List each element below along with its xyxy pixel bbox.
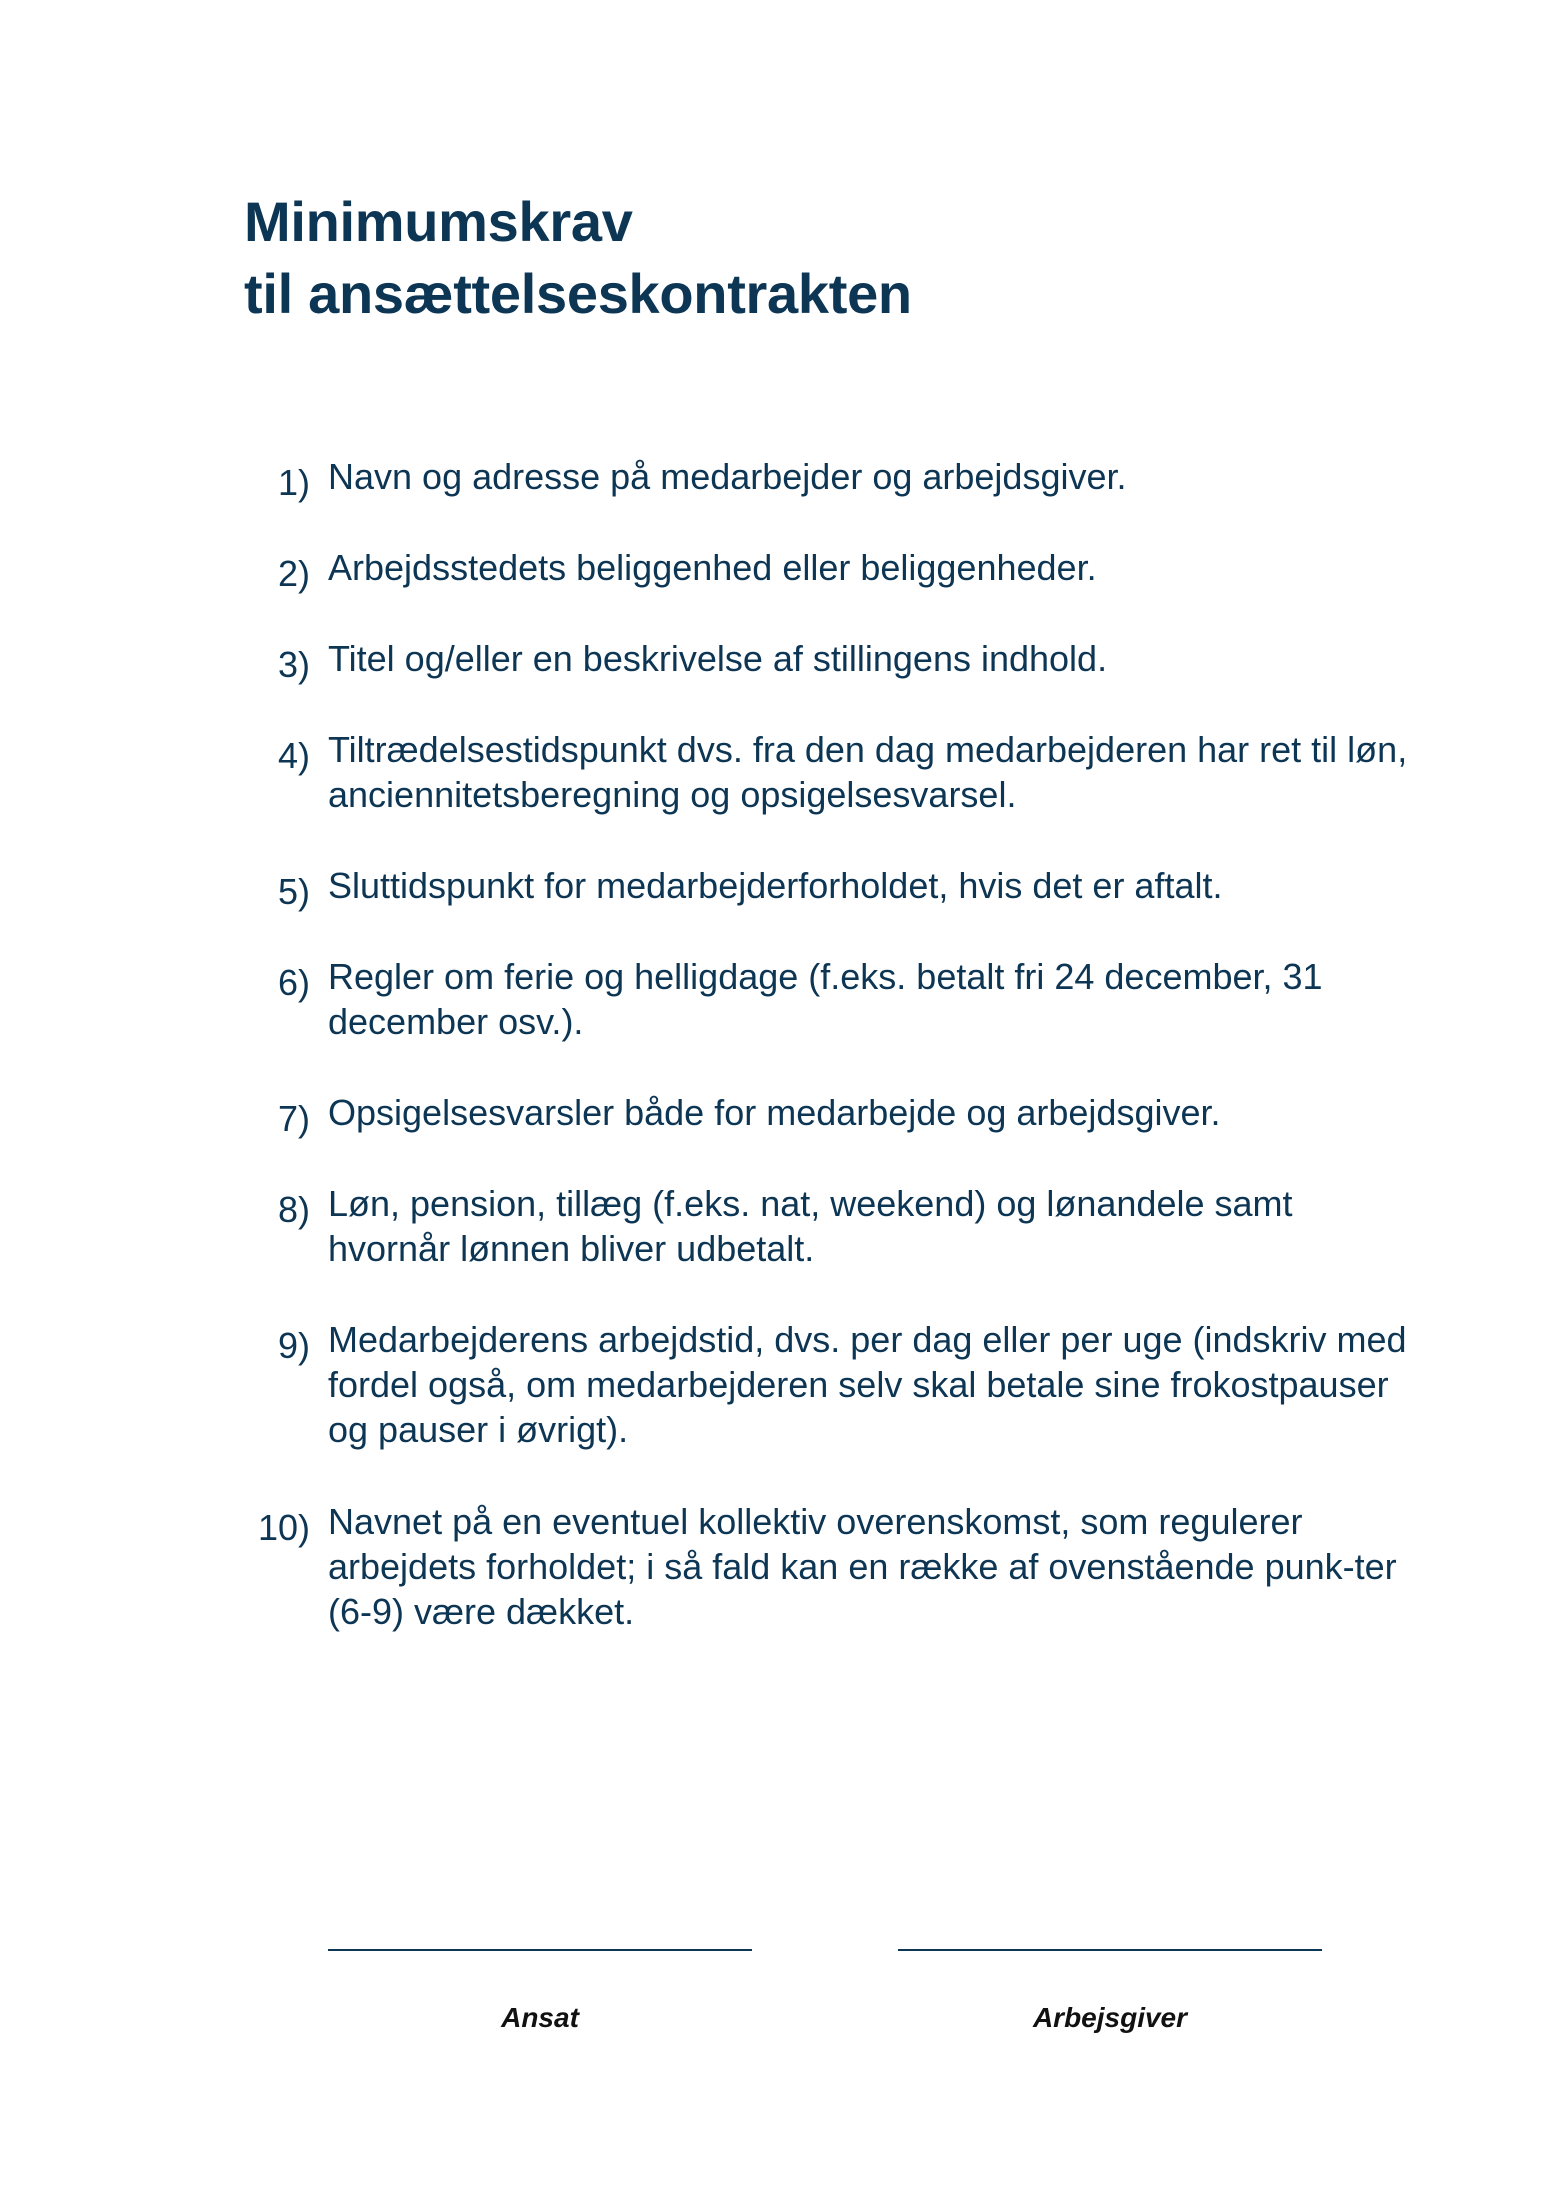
- list-item-number: 5): [277, 871, 310, 912]
- list-item-text: Navn og adresse på medarbejder og arbejdsgiver.: [328, 456, 1127, 497]
- page-title-line-2: til ansættelseskontrakten: [244, 262, 912, 325]
- list-item-number: 2): [277, 553, 310, 594]
- list-item-text: Sluttidspunkt for medarbejderforholdet, hvis det er aftalt.: [328, 865, 1223, 906]
- list-item-text: Titel og/eller en beskrivelse af stillingens indhold.: [328, 638, 1108, 679]
- list-item-text: Arbejdsstedets beliggenhed eller beliggenheder.: [328, 547, 1097, 588]
- employee-signature-line: [328, 1949, 752, 1951]
- page-title: [244, 186, 912, 330]
- list-item-number: 10): [257, 1507, 310, 1548]
- list-item-text: Medarbejderens arbejdstid, dvs. per dag eller per uge (indskriv med fordel også, om medarbejderen selv skal betale sine frokostpauser og pauser i øvrigt).: [328, 1319, 1407, 1450]
- employer-signature-line: [898, 1949, 1322, 1951]
- employer-signature-label: Arbejsgiver: [1032, 2002, 1188, 2033]
- list-item-text: Tiltrædelsestidspunkt dvs. fra den dag medarbejderen har ret til løn, anciennitetsberegning og opsigelsesvarsel.: [328, 729, 1408, 815]
- list-item-number: 9): [277, 1325, 310, 1366]
- list-item-number: 3): [277, 644, 310, 685]
- page-title-line-1: Minimumskrav: [244, 190, 633, 253]
- list-item-text: Regler om ferie og helligdage (f.eks. betalt fri 24 december, 31 december osv.).: [328, 956, 1323, 1042]
- list-item-text: Navnet på en eventuel kollektiv overenskomst, som regulerer arbejdets forholdet; i så fald kan en række af ovenstående punk-ter (6-9) være dækket.: [328, 1501, 1397, 1632]
- list-item-number: 4): [277, 735, 310, 776]
- list-item-number: 8): [277, 1189, 310, 1230]
- list-item-text: Løn, pension, tillæg (f.eks. nat, weekend) og lønandele samt hvornår lønnen bliver udbetalt.: [328, 1183, 1293, 1269]
- list-item-number: 6): [277, 962, 310, 1003]
- list-item-number: 1): [277, 462, 310, 503]
- list-item-number: 7): [277, 1098, 310, 1139]
- list-item-text: Opsigelsesvarsler både for medarbejde og arbejdsgiver.: [328, 1092, 1221, 1133]
- employee-signature-label: Ansat: [501, 2002, 579, 2033]
